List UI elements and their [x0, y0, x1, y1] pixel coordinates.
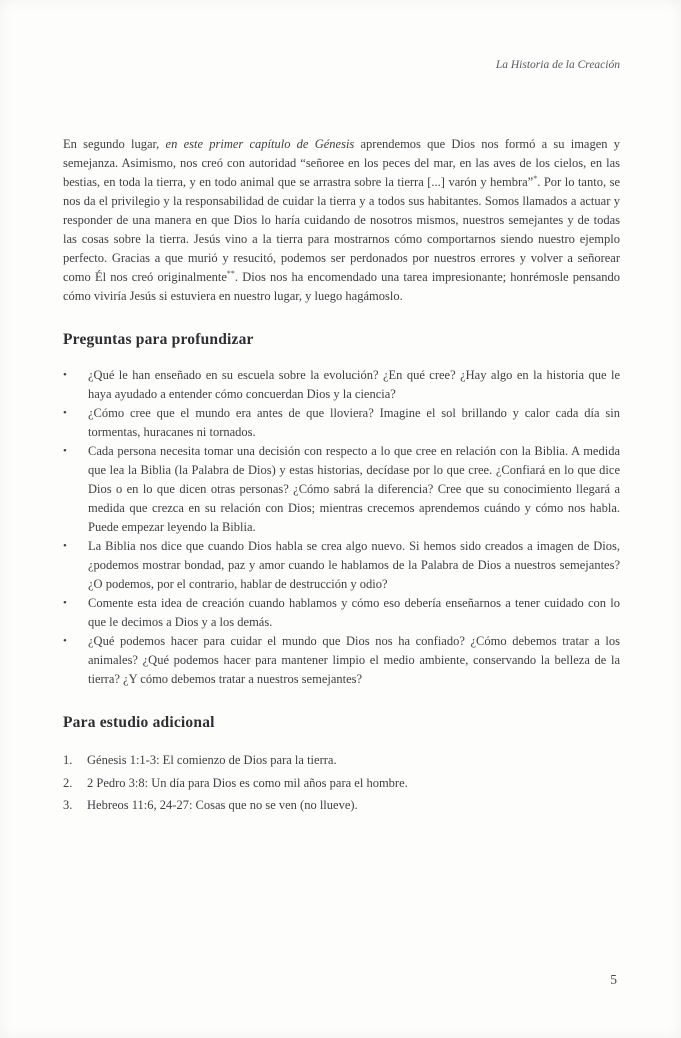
list-item [63, 404, 620, 442]
intro-paragraph [63, 135, 620, 306]
list-number: 1. [63, 753, 73, 767]
running-header: La Historia de la Creación [495, 59, 620, 71]
bullet-icon: • [63, 635, 67, 647]
list-item [63, 749, 620, 772]
questions-heading: Preguntas para profundizar [63, 331, 254, 348]
list-item [63, 772, 620, 795]
bullet-icon: • [63, 369, 67, 381]
list-item [63, 794, 620, 817]
list-item [63, 594, 620, 632]
bullet-icon: • [63, 445, 67, 457]
study-heading: Para estudio adicional [63, 714, 215, 731]
bullet-icon: • [63, 407, 67, 419]
intro-text-lead: En segundo lugar, [63, 137, 166, 151]
question-text: ¿Qué le han enseñado en su escuela sobre la evolución? ¿En qué cree? ¿Hay algo en la historia que le haya ayudado a entender cómo concuerdan Dios y la ciencia? [88, 368, 620, 401]
questions-list [63, 366, 620, 689]
list-number: 3. [63, 798, 73, 812]
list-item [63, 537, 620, 594]
study-text: Génesis 1:1-3: El comienzo de Dios para la tierra. [87, 753, 337, 767]
question-text: Comente esta idea de creación cuando hablamos y cómo eso debería enseñarnos a tener cuidado con lo que le decimos a Dios y a los demás. [88, 596, 620, 629]
question-text: ¿Qué podemos hacer para cuidar el mundo que Dios nos ha confiado? ¿Cómo debemos tratar a los animales? ¿Qué podemos hacer para mantener limpio el medio ambiente, conservando la belleza de la tierra? ¿Y cómo debemos tratar a nuestros semejantes? [88, 634, 620, 686]
intro-text-middle: . Por lo tanto, se nos da el privilegio y la responsabilidad de cuidar la tierra y a todos sus habitantes. Somos llamados a actuar y responder de una manera en que Dios lo haría cuidando de nosotros mismos, nuestros semejantes y de todas las cosas sobre la tierra. Jesús vino a la tierra para mostrarnos cómo comportarnos siendo nuestro ejemplo perfecto. Gracias a que murió y resucitó, podemos ser perdonados por nuestros errores y volver a señorear como Él nos creó originalmente [63, 175, 620, 284]
page-body [63, 135, 620, 817]
list-number: 2. [63, 775, 73, 790]
list-item [63, 366, 620, 404]
intro-text-italic-phrase: en este primer capítulo de Génesis [165, 137, 355, 151]
question-text: Cada persona necesita tomar una decisión con respecto a lo que cree en relación con la Biblia. A medida que lea la Biblia (la Palabra de Dios) y estas historias, decídase por lo que cree. ¿Confiará en lo que dice Dios o en lo que dicen otras personas? ¿Cómo sabrá la diferencia? Cree que su conocimiento llegará a medida que crezca en su relación con Dios; mientras crecemos aprendemos cuándo y cómo nos habla. Puede empezar leyendo la Biblia. [88, 444, 620, 534]
intro-text-end: . Dios nos ha encomendado una tarea impresionante; honrémosle pensando cómo viviría Jesús si estuviera en nuestro lugar, y luego hagámoslo. [63, 270, 620, 303]
list-item [63, 442, 620, 537]
intro-text-quote: aprendemos que Dios nos formó a su imagen y semejanza. Asimismo, nos creó con autoridad “señoree en los peces del mar, en las aves de los cielos, en las bestias, en toda la tierra, y en todo animal que se arrastra sobre la tierra [...] varón y hembra” [63, 137, 620, 189]
study-text: Hebreos 11:6, 24-27: Cosas que no se ven (no llueve). [87, 798, 358, 812]
question-text: La Biblia nos dice que cuando Dios habla se crea algo nuevo. Si hemos sido creados a imagen de Dios, ¿podemos mostrar bondad, paz y amor cuando le hablamos de la Palabra de Dios a nuestros semejantes? ¿O podemos, por el contrario, hablar de destrucción y odio? [88, 539, 620, 591]
footnote-marker: * [533, 173, 538, 183]
question-text: ¿Cómo cree que el mundo era antes de que lloviera? Imagine el sol brillando y calor cada día sin tormentas, huracanes ni tornados. [88, 406, 620, 439]
list-item [63, 632, 620, 689]
study-list [63, 749, 620, 817]
page-number: 5 [610, 972, 617, 987]
bullet-icon: • [63, 597, 67, 609]
study-text: 2 Pedro 3:8: Un día para Dios es como mil años para el hombre. [87, 775, 408, 790]
footnote-marker: ** [226, 268, 235, 278]
bullet-icon: • [63, 540, 67, 552]
